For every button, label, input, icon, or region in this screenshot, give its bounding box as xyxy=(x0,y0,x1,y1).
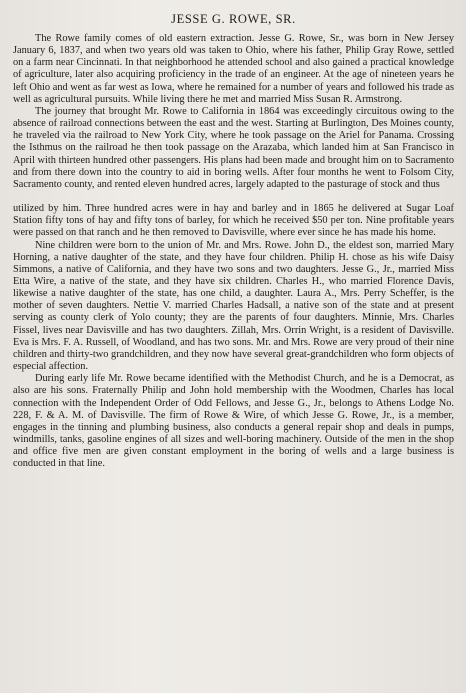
paragraph-journey: The journey that brought Mr. Rowe to California in 1864 was exceedingly circuitous owing to the absence of railroad connections between the east and the west. Starting at Burlington, Des Moines county, he traveled via the railroad to New York City, where he took passage on the Ariel for Panama. Crossing the Isthmus on the railroad he then took passage on the Arazaba, which landed him at San Francisco in April with thirteen hundred other passengers. His plans had been made and brought him on to Sacramento and from there down into the country to aid in boring wells. After four months he went to Folsom City, Sacramento county, and rented eleven hundred acres, largely adapted to the pasturage of stock and thus xyxy=(13,105,454,190)
paragraph-ranch: utilized by him. Three hundred acres were in hay and barley and in 1865 he delivered at Sugar Loaf Station fifty tons of hay and fifty tons of barley, for which he received $50 per ton. Nine profitable years were passed on that ranch and he then removed to Davisville, where ever since he has made his home. xyxy=(13,203,454,239)
paragraph-family-origins: The Rowe family comes of old eastern extraction. Jesse G. Rowe, Sr., was born in New Jersey January 6, 1837, and when two years old was taken to Ohio, where his father, Philip Gray Rowe, settled on a farm near Cincinnati. In that neighborhood he attended school and also gained a practical knowledge of agriculture, later also acquiring proficiency in the trade of an engineer. At the age of nineteen years he left Ohio and went as far west as Iowa, where he remained for a number of years and followed his trade as well as agricultural pursuits. While living there he met and married Miss Susan R. Armstrong. xyxy=(13,33,454,105)
paragraph-children: Nine children were born to the union of Mr. and Mrs. Rowe. John D., the eldest son, married Mary Horning, a native daughter of the state, and they have four children. Philip H. chose as his wife Daisy Simmons, a native of California, and they have two sons and two daughters. Jesse G., Jr., married Miss Etta Wire, a native of the state, and they have six children. Charles H., who married Florence Davis, likewise a native daughter of the state, has one child, a daughter. Laura A., Mrs. Perry Scheffer, is the mother of seven daughters. Nettie V. married Charles Hadsall, a native son of the state and at present serving as county clerk of Yolo county; they are the parents of four daughters. Minnie, Mrs. Charles Fissel, lives near Davisville and has two daughters. Zillah, Mrs. Orrin Wright, is a resident of Davisville. Eva is Mrs. F. A. Russell, of Woodland, and has two sons. Mr. and Mrs. Rowe are very proud of their nine children and thirty-two grandchildren, and they now have several great-grandchildren who form objects of especial affection. xyxy=(13,239,454,373)
page-title: JESSE G. ROWE, SR. xyxy=(171,12,296,26)
paragraph-affiliations: During early life Mr. Rowe became identified with the Methodist Church, and he is a Democrat, as also are his sons. Fraternally Philip and John hold membership with the Woodmen, Charles has local connection with the Independent Order of Odd Fellows, and Jesse G., Jr., belongs to Athens Lodge No. 228, F. & A. M. of Davisville. The firm of Rowe & Wire, of which Jesse G. Rowe, Jr., is a member, engages in the tinning and plumbing business, also conducts a general repair shop and deals in pumps, windmills, tanks, gasoline engines of all sizes and well-boring machinery. Outside of the men in the shop and office five men are given constant employment in the boring of wells and a large business is conducted in that line. xyxy=(13,373,454,470)
